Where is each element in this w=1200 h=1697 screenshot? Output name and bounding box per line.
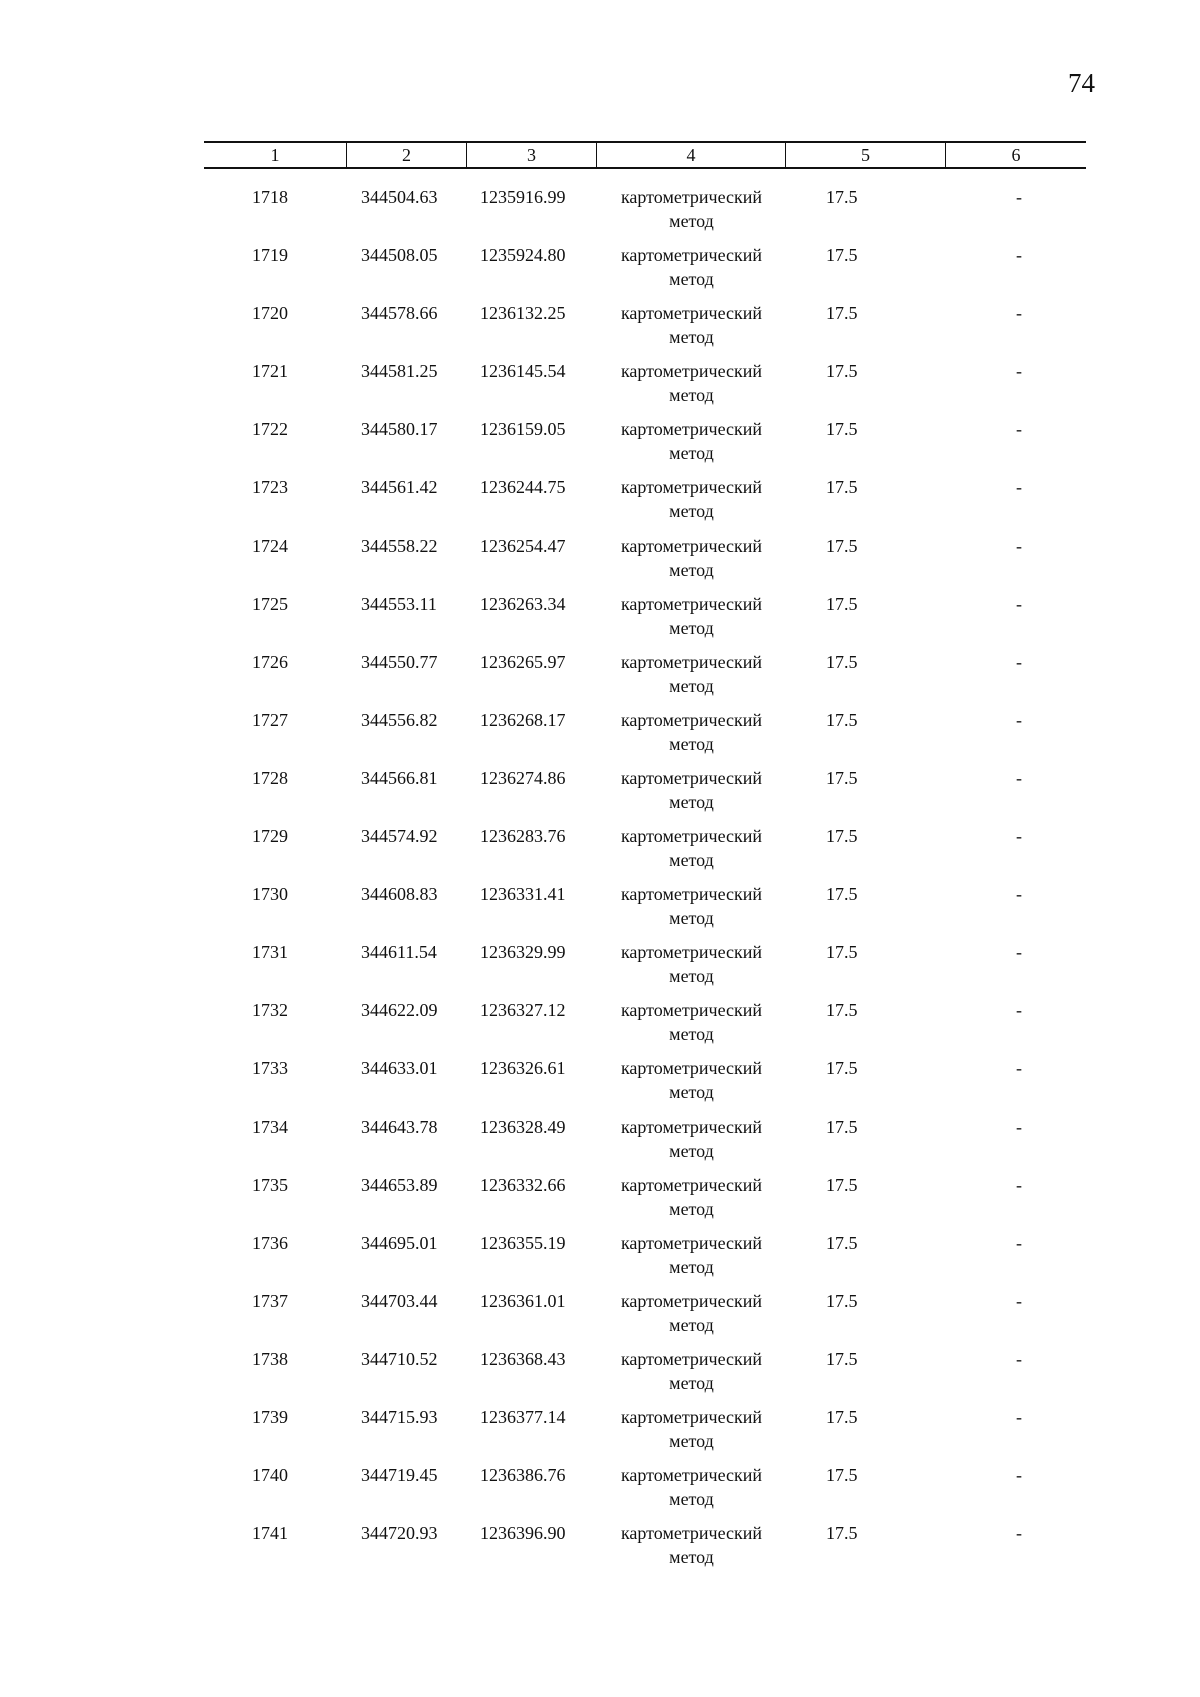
x-coordinate-cell: 344580.17 — [361, 419, 438, 440]
point-number-cell: 1734 — [252, 1116, 288, 1137]
accuracy-cell: 17.5 — [826, 187, 858, 207]
method-cell — [597, 243, 786, 291]
point-number-cell: 1723 — [252, 477, 288, 498]
accuracy-cell: 17.5 — [826, 1116, 858, 1137]
table-row — [204, 650, 1086, 708]
table-row — [204, 1405, 1086, 1463]
x-coordinate-cell: 344633.01 — [361, 1058, 438, 1079]
method-line-1: картометрический — [620, 1348, 763, 1369]
method-line-2: метод — [669, 1198, 714, 1219]
accuracy-cell: 17.5 — [826, 245, 858, 266]
table-row — [204, 592, 1086, 650]
y-coordinate-cell: 1235916.99 — [480, 187, 566, 207]
accuracy-cell: 17.5 — [826, 1465, 858, 1486]
point-number-cell: 1726 — [252, 651, 288, 672]
method-line-1: картометрический — [620, 767, 763, 788]
x-coordinate-cell: 344561.42 — [361, 477, 438, 498]
method-line-2: метод — [669, 1140, 714, 1161]
table-row — [204, 185, 1086, 243]
method-cell — [597, 185, 786, 233]
table-row — [204, 301, 1086, 359]
method-line-1: картометрический — [620, 187, 763, 207]
note-cell: - — [1016, 1232, 1022, 1253]
note-cell: - — [1016, 187, 1022, 207]
point-number-cell: 1737 — [252, 1290, 288, 1311]
method-line-2: метод — [669, 791, 714, 812]
method-cell — [597, 1056, 786, 1104]
method-line-2: метод — [669, 617, 714, 638]
accuracy-cell: 17.5 — [826, 767, 858, 788]
x-coordinate-cell: 344715.93 — [361, 1406, 438, 1427]
accuracy-cell: 17.5 — [826, 651, 858, 672]
point-number-cell: 1728 — [252, 767, 288, 788]
method-line-1: картометрический — [620, 593, 763, 614]
accuracy-cell: 17.5 — [826, 593, 858, 614]
note-cell: - — [1016, 535, 1022, 556]
table-row — [204, 417, 1086, 475]
y-coordinate-cell: 1236159.05 — [480, 419, 566, 440]
table-body — [204, 185, 1086, 1579]
method-line-2: метод — [669, 675, 714, 696]
method-line-1: картометрический — [620, 1174, 763, 1195]
method-cell — [597, 1405, 786, 1453]
note-cell: - — [1016, 942, 1022, 963]
x-coordinate-cell: 344695.01 — [361, 1232, 438, 1253]
accuracy-cell: 17.5 — [826, 303, 858, 324]
method-cell — [597, 1289, 786, 1337]
point-number-cell: 1733 — [252, 1058, 288, 1079]
method-line-1: картометрический — [620, 419, 763, 440]
method-line-2: метод — [669, 211, 714, 231]
method-line-2: метод — [669, 1082, 714, 1103]
y-coordinate-cell: 1236332.66 — [480, 1174, 566, 1195]
x-coordinate-cell: 344556.82 — [361, 709, 438, 730]
x-coordinate-cell: 344653.89 — [361, 1174, 438, 1195]
x-coordinate-cell: 344622.09 — [361, 1000, 438, 1021]
x-coordinate-cell: 344719.45 — [361, 1465, 438, 1486]
table-row — [204, 1289, 1086, 1347]
note-cell: - — [1016, 303, 1022, 324]
column-header-3: 3 — [467, 143, 597, 167]
column-header-5: 5 — [786, 143, 946, 167]
method-cell — [597, 1463, 786, 1511]
method-line-2: метод — [669, 269, 714, 290]
table-row — [204, 359, 1086, 417]
table-row — [204, 243, 1086, 301]
note-cell: - — [1016, 361, 1022, 382]
method-cell — [597, 1231, 786, 1279]
x-coordinate-cell: 344608.83 — [361, 884, 438, 905]
method-line-2: метод — [669, 1024, 714, 1045]
method-line-1: картометрический — [620, 942, 763, 963]
method-line-2: метод — [669, 385, 714, 406]
method-cell — [597, 475, 786, 523]
y-coordinate-cell: 1235924.80 — [480, 245, 566, 266]
y-coordinate-cell: 1236355.19 — [480, 1232, 566, 1253]
note-cell: - — [1016, 477, 1022, 498]
table-header — [204, 141, 1086, 169]
y-coordinate-cell: 1236265.97 — [480, 651, 566, 672]
method-line-1: картометрический — [620, 1406, 763, 1427]
method-line-1: картометрический — [620, 1523, 763, 1544]
accuracy-cell: 17.5 — [826, 419, 858, 440]
method-cell — [597, 650, 786, 698]
note-cell: - — [1016, 1523, 1022, 1544]
method-line-2: метод — [669, 559, 714, 580]
method-cell — [597, 998, 786, 1046]
point-number-cell: 1725 — [252, 593, 288, 614]
point-number-cell: 1721 — [252, 361, 288, 382]
accuracy-cell: 17.5 — [826, 942, 858, 963]
y-coordinate-cell: 1236328.49 — [480, 1116, 566, 1137]
method-line-2: метод — [669, 1489, 714, 1510]
method-line-1: картометрический — [620, 535, 763, 556]
method-line-1: картометрический — [620, 884, 763, 905]
y-coordinate-cell: 1236254.47 — [480, 535, 566, 556]
note-cell: - — [1016, 1465, 1022, 1486]
accuracy-cell: 17.5 — [826, 535, 858, 556]
column-header-2: 2 — [347, 143, 467, 167]
method-cell — [597, 766, 786, 814]
point-number-cell: 1731 — [252, 942, 288, 963]
point-number-cell: 1719 — [252, 245, 288, 266]
method-cell — [597, 940, 786, 988]
point-number-cell: 1741 — [252, 1523, 288, 1544]
column-header-1: 1 — [204, 143, 347, 167]
method-line-1: картометрический — [620, 1058, 763, 1079]
y-coordinate-cell: 1236145.54 — [480, 361, 566, 382]
accuracy-cell: 17.5 — [826, 884, 858, 905]
point-number-cell: 1732 — [252, 1000, 288, 1021]
accuracy-cell: 17.5 — [826, 477, 858, 498]
point-number-cell: 1724 — [252, 535, 288, 556]
point-number-cell: 1722 — [252, 419, 288, 440]
method-line-1: картометрический — [620, 1290, 763, 1311]
x-coordinate-cell: 344566.81 — [361, 767, 438, 788]
y-coordinate-cell: 1236283.76 — [480, 826, 566, 847]
accuracy-cell: 17.5 — [826, 826, 858, 847]
method-line-1: картометрический — [620, 303, 763, 324]
note-cell: - — [1016, 593, 1022, 614]
note-cell: - — [1016, 651, 1022, 672]
method-line-2: метод — [669, 908, 714, 929]
method-cell — [597, 882, 786, 930]
accuracy-cell: 17.5 — [826, 1232, 858, 1253]
point-number-cell: 1735 — [252, 1174, 288, 1195]
method-line-2: метод — [669, 1314, 714, 1335]
method-line-1: картометрический — [620, 477, 763, 498]
method-line-1: картометрический — [620, 826, 763, 847]
point-number-cell: 1736 — [252, 1232, 288, 1253]
table-row — [204, 1231, 1086, 1289]
method-cell — [597, 359, 786, 407]
method-cell — [597, 592, 786, 640]
y-coordinate-cell: 1236329.99 — [480, 942, 566, 963]
point-number-cell: 1718 — [252, 187, 288, 207]
x-coordinate-cell: 344550.77 — [361, 651, 438, 672]
method-cell — [597, 301, 786, 349]
method-line-1: картометрический — [620, 245, 763, 266]
accuracy-cell: 17.5 — [826, 361, 858, 382]
method-cell — [597, 1347, 786, 1395]
method-line-1: картометрический — [620, 651, 763, 672]
point-number-cell: 1729 — [252, 826, 288, 847]
y-coordinate-cell: 1236331.41 — [480, 884, 566, 905]
note-cell: - — [1016, 1116, 1022, 1137]
x-coordinate-cell: 344553.11 — [361, 593, 437, 614]
y-coordinate-cell: 1236274.86 — [480, 767, 566, 788]
x-coordinate-cell: 344504.63 — [361, 187, 438, 207]
note-cell: - — [1016, 826, 1022, 847]
x-coordinate-cell: 344574.92 — [361, 826, 438, 847]
table-row — [204, 1056, 1086, 1114]
method-line-2: метод — [669, 1256, 714, 1277]
table-row — [204, 534, 1086, 592]
y-coordinate-cell: 1236386.76 — [480, 1465, 566, 1486]
table-row — [204, 882, 1086, 940]
note-cell: - — [1016, 1290, 1022, 1311]
x-coordinate-cell: 344578.66 — [361, 303, 438, 324]
accuracy-cell: 17.5 — [826, 1523, 858, 1544]
method-cell — [597, 824, 786, 872]
table-row — [204, 475, 1086, 533]
y-coordinate-cell: 1236132.25 — [480, 303, 566, 324]
method-line-1: картометрический — [620, 1232, 763, 1253]
y-coordinate-cell: 1236377.14 — [480, 1406, 566, 1427]
table-row — [204, 1463, 1086, 1521]
accuracy-cell: 17.5 — [826, 709, 858, 730]
x-coordinate-cell: 344703.44 — [361, 1290, 438, 1311]
y-coordinate-cell: 1236396.90 — [480, 1523, 566, 1544]
table-row — [204, 1347, 1086, 1405]
column-header-4: 4 — [597, 143, 786, 167]
x-coordinate-cell: 344643.78 — [361, 1116, 438, 1137]
method-line-1: картометрический — [620, 1000, 763, 1021]
table-row — [204, 998, 1086, 1056]
point-number-cell: 1727 — [252, 709, 288, 730]
point-number-cell: 1740 — [252, 1465, 288, 1486]
method-line-1: картометрический — [620, 361, 763, 382]
note-cell: - — [1016, 419, 1022, 440]
page-number: 74 — [1068, 68, 1095, 98]
note-cell: - — [1016, 1058, 1022, 1079]
table-row — [204, 708, 1086, 766]
note-cell: - — [1016, 1174, 1022, 1195]
table-row — [204, 824, 1086, 882]
method-line-1: картометрический — [620, 1116, 763, 1137]
x-coordinate-cell: 344611.54 — [361, 942, 437, 963]
x-coordinate-cell: 344581.25 — [361, 361, 438, 382]
y-coordinate-cell: 1236268.17 — [480, 709, 566, 730]
method-cell — [597, 708, 786, 756]
method-line-2: метод — [669, 966, 714, 987]
y-coordinate-cell: 1236327.12 — [480, 1000, 566, 1021]
method-line-2: метод — [669, 327, 714, 348]
accuracy-cell: 17.5 — [826, 1058, 858, 1079]
method-line-1: картометрический — [620, 709, 763, 730]
table-row — [204, 1115, 1086, 1173]
method-line-2: метод — [669, 733, 714, 754]
note-cell: - — [1016, 1406, 1022, 1427]
y-coordinate-cell: 1236368.43 — [480, 1348, 566, 1369]
y-coordinate-cell: 1236263.34 — [480, 593, 566, 614]
accuracy-cell: 17.5 — [826, 1174, 858, 1195]
method-cell — [597, 1115, 786, 1163]
table-row — [204, 766, 1086, 824]
note-cell: - — [1016, 1000, 1022, 1021]
note-cell: - — [1016, 709, 1022, 730]
method-line-2: метод — [669, 501, 714, 522]
accuracy-cell: 17.5 — [826, 1348, 858, 1369]
note-cell: - — [1016, 884, 1022, 905]
y-coordinate-cell: 1236244.75 — [480, 477, 566, 498]
table-row — [204, 940, 1086, 998]
point-number-cell: 1730 — [252, 884, 288, 905]
x-coordinate-cell: 344710.52 — [361, 1348, 438, 1369]
x-coordinate-cell: 344508.05 — [361, 245, 438, 266]
x-coordinate-cell: 344558.22 — [361, 535, 438, 556]
method-line-1: картометрический — [620, 1465, 763, 1486]
point-number-cell: 1720 — [252, 303, 288, 324]
accuracy-cell: 17.5 — [826, 1290, 858, 1311]
note-cell: - — [1016, 767, 1022, 788]
method-cell — [597, 417, 786, 465]
note-cell: - — [1016, 1348, 1022, 1369]
method-cell — [597, 1173, 786, 1221]
column-header-6: 6 — [1011, 145, 1021, 165]
point-number-cell: 1738 — [252, 1348, 288, 1369]
method-line-2: метод — [669, 1547, 714, 1568]
method-line-2: метод — [669, 1430, 714, 1451]
note-cell: - — [1016, 245, 1022, 266]
y-coordinate-cell: 1236326.61 — [480, 1058, 566, 1079]
y-coordinate-cell: 1236361.01 — [480, 1290, 566, 1311]
accuracy-cell: 17.5 — [826, 1406, 858, 1427]
table-row — [204, 1521, 1086, 1579]
method-cell — [597, 534, 786, 582]
method-line-2: метод — [669, 1372, 714, 1393]
method-cell — [597, 1521, 786, 1569]
table-row — [204, 1173, 1086, 1231]
method-line-2: метод — [669, 850, 714, 871]
point-number-cell: 1739 — [252, 1406, 288, 1427]
x-coordinate-cell: 344720.93 — [361, 1523, 438, 1544]
accuracy-cell: 17.5 — [826, 1000, 858, 1021]
method-line-2: метод — [669, 443, 714, 464]
